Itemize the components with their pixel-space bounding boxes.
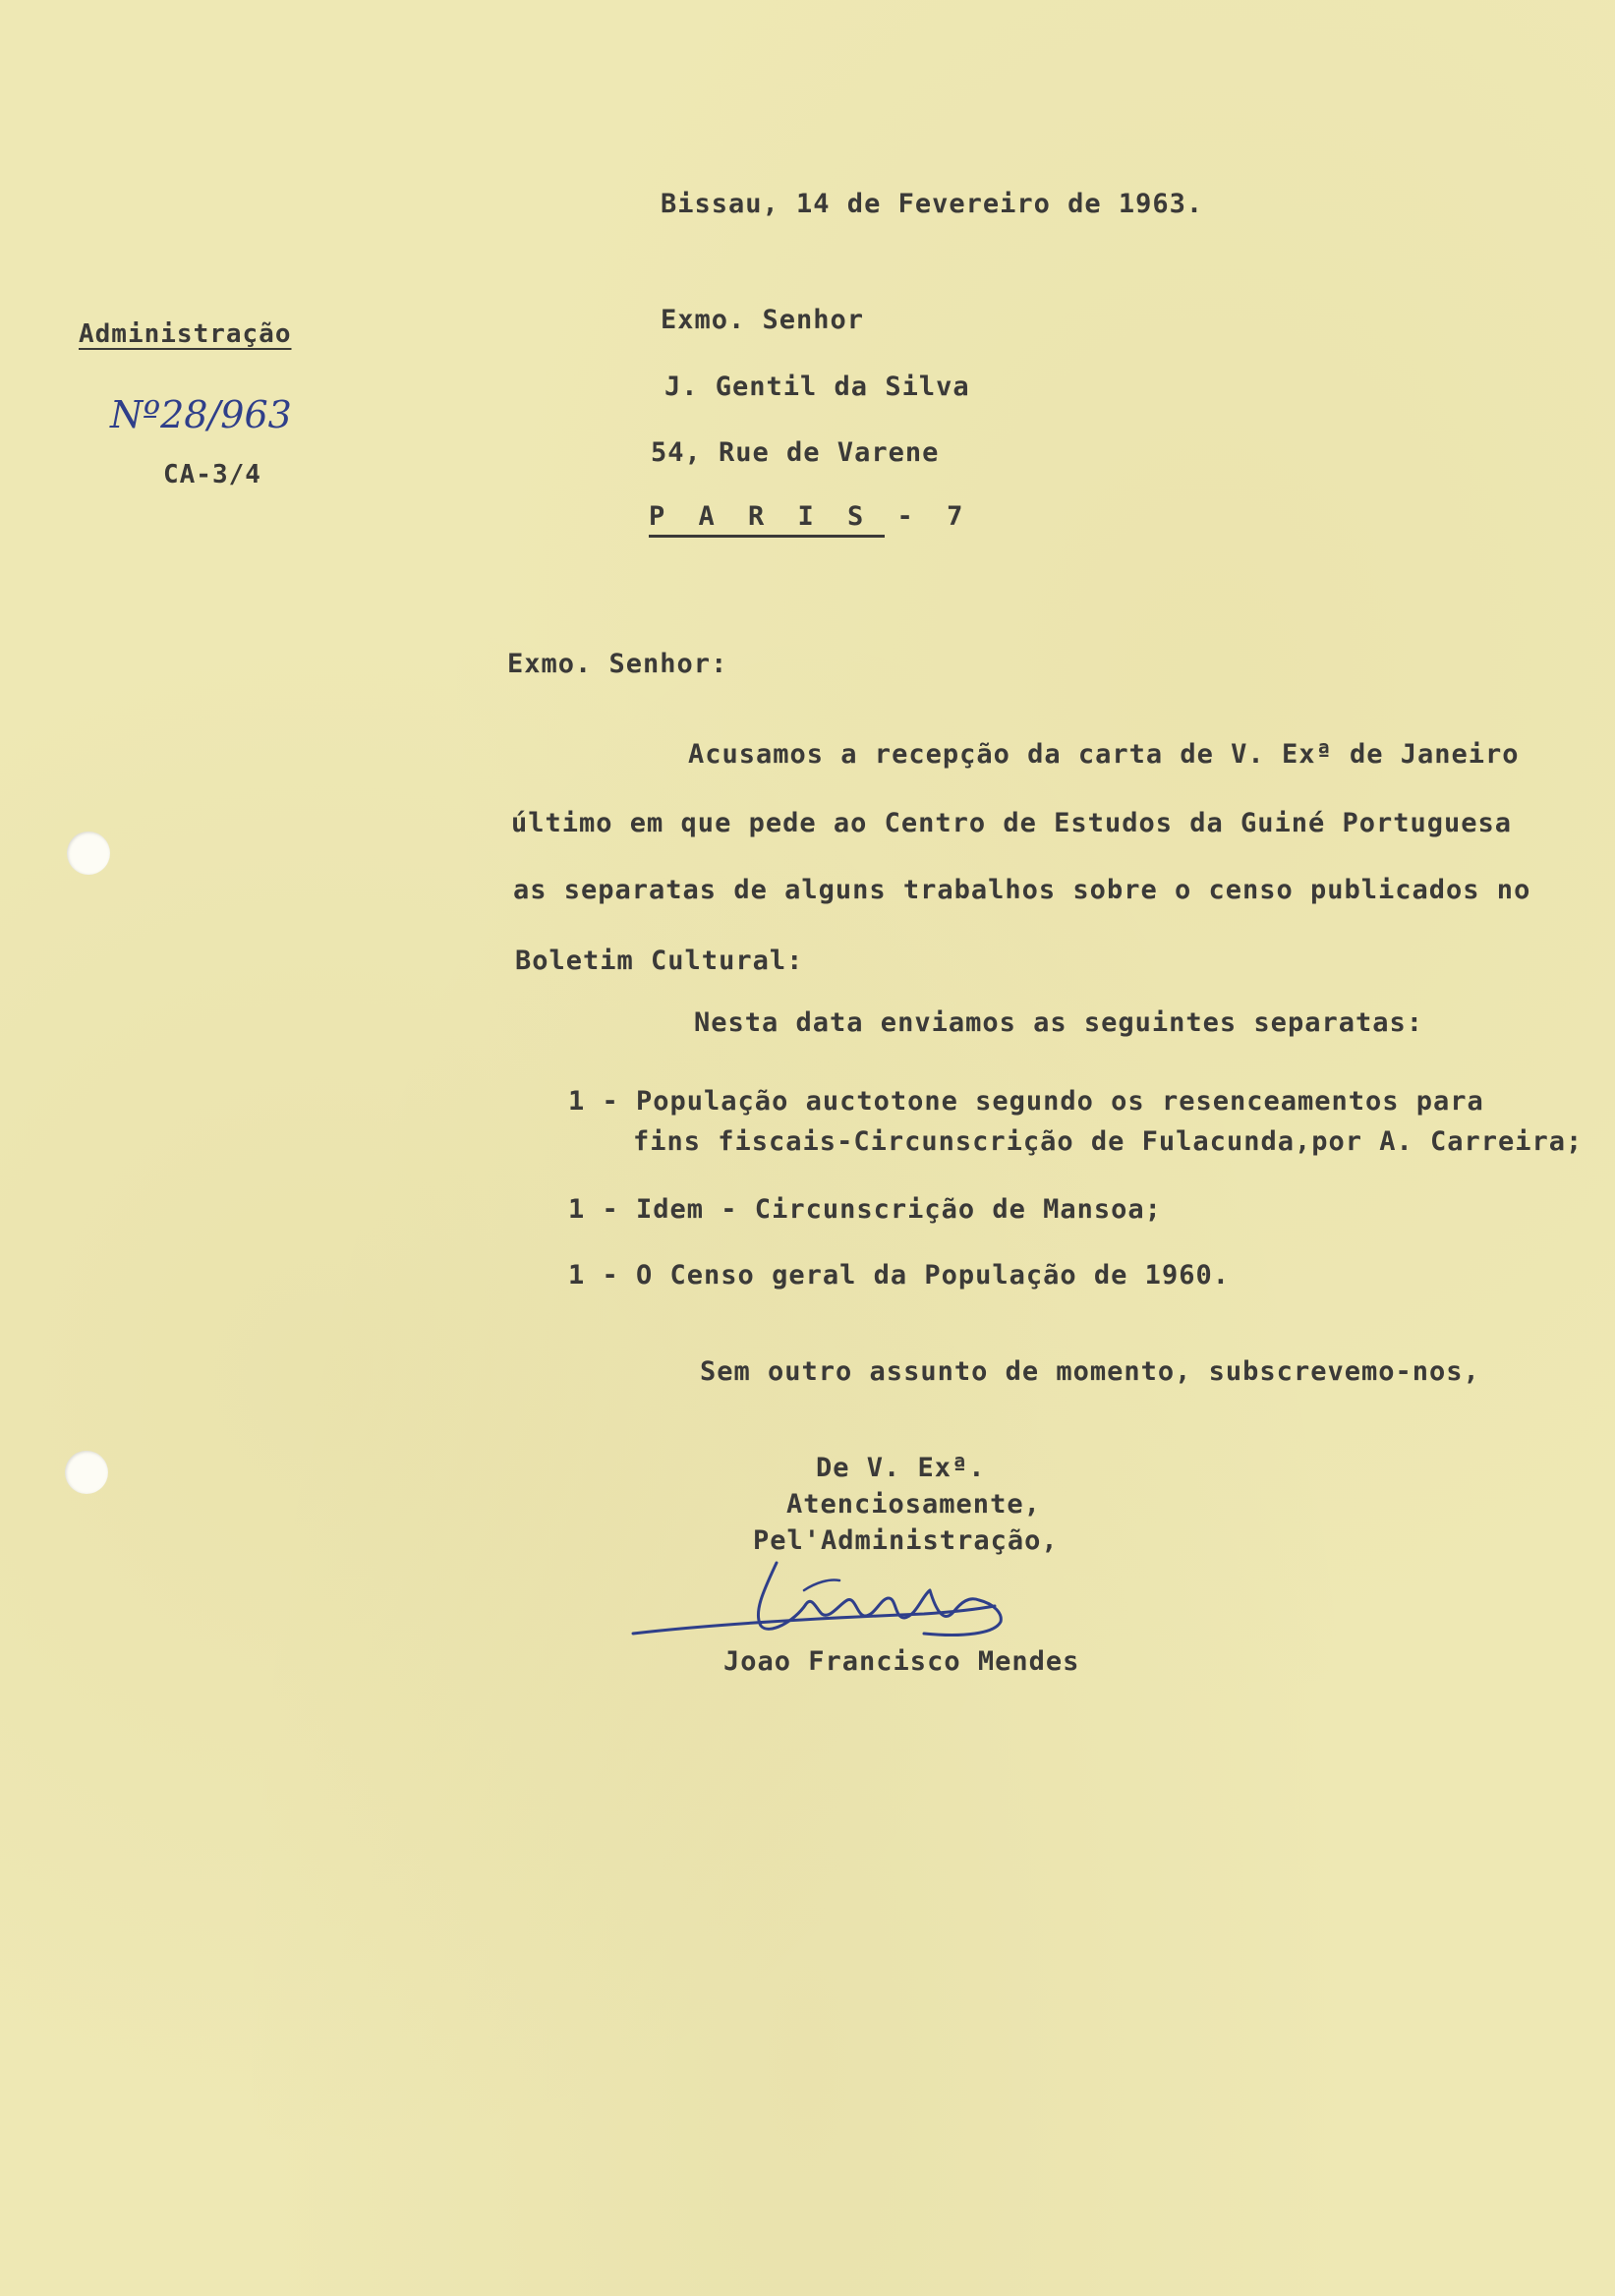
punch-hole-bottom	[65, 1451, 108, 1494]
signoff-line-3: Pel'Administração,	[753, 1525, 1059, 1556]
office-ref: CA-3/4	[163, 460, 261, 489]
signoff-line-2: Atenciosamente,	[786, 1489, 1041, 1520]
place-date: Bissau, 14 de Fevereiro de 1963.	[661, 189, 1204, 219]
office-name: Administração	[79, 319, 292, 349]
greeting: Exmo. Senhor:	[507, 649, 728, 679]
body-p1-line-3: as separatas de alguns trabalhos sobre o censo publicados no	[513, 875, 1531, 905]
signoff-line-1: De V. Exª.	[816, 1453, 986, 1483]
body-p1-line-2: último em que pede ao Centro de Estudos da Guiné Portuguesa	[511, 808, 1513, 838]
recipient-street: 54, Rue de Varene	[651, 437, 940, 468]
list-item-1-line-2: fins fiscais-Circunscrição de Fulacunda,por A. Carreira;	[633, 1126, 1584, 1157]
list-item-3: 1 - O Censo geral da População de 1960.	[568, 1260, 1230, 1291]
signature-scribble	[629, 1543, 1062, 1651]
list-item-2: 1 - Idem - Circunscrição de Mansoa;	[568, 1194, 1162, 1225]
closing-line: Sem outro assunto de momento, subscrevemo-nos,	[700, 1356, 1480, 1387]
body-p2: Nesta data enviamos as seguintes separatas:	[694, 1007, 1423, 1038]
signature-name: Joao Francisco Mendes	[723, 1646, 1080, 1677]
recipient-city-underline	[649, 535, 885, 538]
recipient-salutation: Exmo. Senhor	[661, 305, 865, 335]
office-number-handwritten: Nº28/963	[110, 393, 292, 436]
recipient-city: P A R I S - 7	[649, 501, 972, 532]
body-p1-line-4: Boletim Cultural:	[515, 946, 804, 976]
list-item-1-line-1: 1 - População auctotone segundo os resenceamentos para	[568, 1086, 1484, 1117]
body-p1-line-1: Acusamos a recepção da carta de V. Exª de Janeiro	[688, 739, 1520, 770]
punch-hole-top	[67, 832, 110, 875]
recipient-name: J. Gentil da Silva	[664, 372, 970, 402]
